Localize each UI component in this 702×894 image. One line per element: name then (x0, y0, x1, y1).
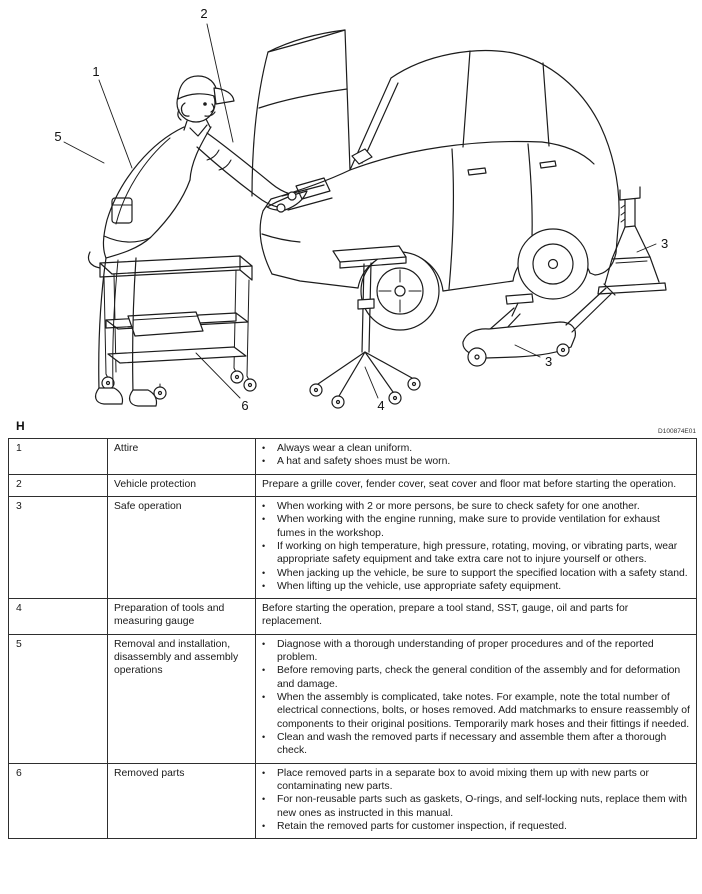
parts-bin (128, 312, 203, 336)
description-text: Prepare a grille cover, fender cover, seat cover and floor mat before starting the operation. (262, 478, 677, 490)
bullet-dot: • (262, 692, 266, 702)
shoe (130, 390, 157, 406)
bullet-dot: • (262, 567, 266, 578)
callout-2: 2 (200, 6, 208, 21)
bullet-dot: • (262, 731, 266, 742)
bullet-item (262, 442, 690, 455)
bullet-item (262, 540, 690, 567)
bullet-dot: • (262, 820, 266, 831)
callout-3-jack: 3 (545, 354, 553, 369)
callout-1: 1 (92, 64, 100, 79)
row-label: Safe operation (108, 496, 256, 598)
bullet-text: Place removed parts in a separate box to avoid mixing them up with new parts or contaminating new parts. (277, 767, 649, 792)
bullet-dot: • (262, 500, 266, 511)
callout-line-4 (365, 367, 378, 398)
bullet-dot: • (262, 540, 266, 551)
bullet-text: Clean and wash the removed parts if necessary and assemble them after a thorough check. (277, 731, 667, 757)
open-hood (252, 30, 350, 196)
bullet-text: Always wear a clean uniform. (277, 443, 413, 454)
bullet-item (262, 691, 690, 731)
jack-handle (566, 288, 611, 332)
back (103, 127, 184, 258)
bullet-item (262, 513, 690, 540)
table-row-removed-parts (9, 763, 697, 839)
table-row-attire (9, 439, 697, 475)
bullet-dot: • (262, 456, 266, 467)
bullet-text: Diagnose with a thorough understanding of proper procedures and of the reported problem. (277, 638, 654, 664)
safety-precautions-table (8, 438, 697, 839)
bullet-text: Before removing parts, check the general condition of the assembly and for deformation and damage. (277, 665, 681, 690)
bullet-dot: • (262, 665, 266, 676)
bullet-dot: • (262, 794, 266, 805)
bullet-text: When jacking up the vehicle, be sure to support the specified location with a safety stand. (277, 567, 688, 579)
row-number: 4 (9, 599, 108, 635)
bullet-dot: • (262, 638, 266, 649)
row-label: Removal and installation, disassembly and assembly operations (108, 634, 256, 763)
callout-5: 5 (54, 129, 62, 144)
row-description (256, 496, 697, 598)
bullet-text: When the assembly is complicated, take notes. For example, note the total number of electrical connections, bolts, or hoses removed. Add matchmarks to ensure reassembly of components to their original positions. Temporarily mark hoses and their fittings if needed. (277, 692, 690, 730)
eye (203, 102, 207, 106)
bullet-item (262, 455, 690, 468)
row-description (256, 439, 697, 475)
bullet-item (262, 664, 690, 691)
callout-line-1 (99, 80, 132, 168)
description-text: Before starting the operation, prepare a tool stand, SST, gauge, oil and parts for replacement. (262, 603, 629, 628)
row-number: 2 (9, 474, 108, 496)
row-label: Preparation of tools and measuring gauge (108, 599, 256, 635)
row-description (256, 474, 697, 496)
table-row-removal-installation (9, 634, 697, 763)
bullet-text: When lifting up the vehicle, use appropriate safety equipment. (277, 580, 562, 592)
callout-4: 4 (377, 398, 385, 413)
bullet-text: Retain the removed parts for customer inspection, if requested. (277, 820, 567, 832)
figure-section-label: H (16, 419, 25, 433)
row-label: Attire (108, 439, 256, 475)
callout-6: 6 (241, 398, 249, 413)
bullet-text: When working with the engine running, make sure to provide ventilation for exhaust fumes in the workshop. (277, 514, 660, 539)
bullet-item (262, 638, 690, 665)
bullet-text: When working with 2 or more persons, be sure to check safety for one another. (277, 500, 640, 512)
table-row-vehicle-protection (9, 474, 697, 496)
row-description (256, 634, 697, 763)
uniform-pocket (112, 198, 132, 223)
callout-3-stand: 3 (661, 236, 669, 251)
illustration-svg (0, 0, 702, 438)
bullet-dot: • (262, 767, 266, 778)
row-description (256, 763, 697, 839)
bullet-text: If working on high temperature, high pressure, rotating, moving, or vibrating parts, wear appropriate safety equipment and take extra care not to injure yourself or others. (277, 540, 678, 566)
bullet-item (262, 500, 690, 513)
rear-wheel (518, 229, 588, 299)
bullet-dot: • (262, 443, 266, 453)
bullet-item (262, 767, 690, 794)
bullet-text: A hat and safety shoes must be worn. (277, 456, 451, 468)
bullet-item (262, 580, 690, 593)
bullet-item (262, 793, 690, 820)
bullet-dot: • (262, 514, 266, 525)
row-description (256, 599, 697, 635)
table-row-safe-operation (9, 496, 697, 598)
row-number: 3 (9, 496, 108, 598)
row-number: 6 (9, 763, 108, 839)
bullet-dot: • (262, 580, 266, 591)
figure-code: D100874E01 (658, 428, 696, 435)
bullet-item (262, 731, 690, 758)
bullet-item (262, 567, 690, 580)
workshop-safety-illustration (0, 0, 702, 438)
callout-line-5 (64, 142, 104, 163)
bullet-text: For non-reusable parts such as gaskets, O-rings, and self-locking nuts, replace them with new ones as instructed in this manual. (277, 794, 688, 819)
table-row-preparation-of-tools (9, 599, 697, 635)
bullet-item (262, 820, 690, 833)
cart-handle (88, 252, 100, 268)
row-number: 5 (9, 634, 108, 763)
row-label: Removed parts (108, 763, 256, 839)
shoe (96, 388, 123, 404)
row-number: 1 (9, 439, 108, 475)
row-label: Vehicle protection (108, 474, 256, 496)
